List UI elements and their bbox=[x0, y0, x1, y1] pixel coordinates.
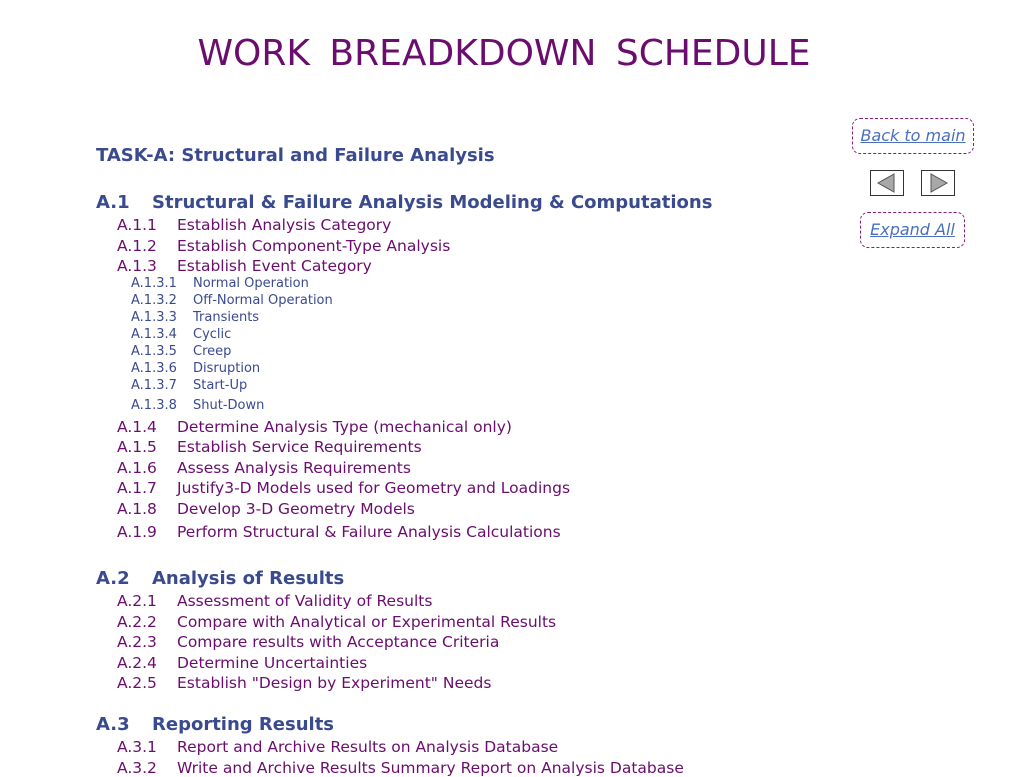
wbs-item-number: A.1.8 bbox=[117, 499, 157, 518]
wbs-subitem[interactable] bbox=[131, 361, 260, 376]
wbs-item-label: Compare results with Acceptance Criteria bbox=[177, 633, 500, 651]
wbs-item-number: A.2.5 bbox=[117, 674, 157, 692]
section-heading[interactable] bbox=[96, 714, 334, 735]
wbs-subitem-label: Shut-Down bbox=[193, 398, 265, 413]
wbs-item[interactable] bbox=[117, 257, 372, 275]
section-heading[interactable] bbox=[96, 568, 344, 589]
wbs-item[interactable] bbox=[117, 438, 422, 456]
wbs-subitem-label: Disruption bbox=[193, 361, 261, 376]
wbs-item-label: Assessment of Validity of Results bbox=[177, 592, 433, 610]
wbs-item-label: Establish Analysis Category bbox=[177, 216, 392, 234]
wbs-item-number: A.3.2 bbox=[117, 758, 157, 777]
wbs-subitem[interactable] bbox=[131, 276, 309, 291]
wbs-subitem-label: Cyclic bbox=[193, 327, 232, 342]
wbs-item-number: A.1.6 bbox=[117, 458, 157, 477]
wbs-subitem-number: A.1.3.2 bbox=[131, 293, 177, 308]
wbs-item[interactable] bbox=[117, 523, 561, 541]
wbs-subitem-number: A.1.3.4 bbox=[131, 327, 177, 342]
wbs-item-number: A.1.3 bbox=[117, 257, 157, 275]
wbs-item[interactable] bbox=[117, 738, 558, 756]
wbs-subitem-number: A.1.3.8 bbox=[131, 398, 177, 413]
wbs-item[interactable] bbox=[117, 479, 570, 497]
wbs-subitem[interactable] bbox=[131, 344, 231, 359]
section-heading-label: Structural & Failure Analysis Modeling & Computations bbox=[152, 192, 713, 213]
wbs-item-label: Report and Archive Results on Analysis Database bbox=[177, 738, 559, 756]
wbs-item[interactable] bbox=[117, 633, 499, 651]
wbs-item-label: Establish Event Category bbox=[177, 257, 372, 275]
wbs-item-number: A.2.2 bbox=[117, 612, 157, 631]
wbs-item-label: Determine Analysis Type (mechanical only) bbox=[177, 417, 512, 436]
wbs-item-label: Develop 3-D Geometry Models bbox=[177, 499, 415, 518]
wbs-item-number: A.2.1 bbox=[117, 592, 157, 610]
wbs-item-number: A.2.4 bbox=[117, 653, 157, 672]
section-heading-number: A.1 bbox=[96, 192, 130, 213]
wbs-item[interactable] bbox=[117, 237, 450, 255]
wbs-subitem[interactable] bbox=[131, 398, 264, 413]
wbs-item-number: A.1.5 bbox=[117, 438, 157, 456]
wbs-item-label: Compare with Analytical or Experimental Results bbox=[177, 612, 557, 631]
wbs-item-label: Perform Structural & Failure Analysis Calculations bbox=[177, 523, 561, 541]
section-heading-label: Reporting Results bbox=[152, 714, 335, 735]
wbs-item-number: A.1.7 bbox=[117, 479, 157, 497]
wbs-subitem[interactable] bbox=[131, 293, 333, 308]
section-heading-number: A.2 bbox=[96, 568, 130, 589]
wbs-item-label: Establish Component-Type Analysis bbox=[177, 236, 451, 255]
page-title: WORK BREADKDOWN SCHEDULE bbox=[197, 33, 811, 74]
wbs-subitem-number: A.1.3.7 bbox=[131, 378, 177, 393]
wbs-subitem[interactable] bbox=[131, 378, 247, 393]
wbs-item-number: A.1.9 bbox=[117, 523, 157, 541]
wbs-subitem-number: A.1.3.3 bbox=[131, 310, 177, 325]
wbs-item-number: A.1.2 bbox=[117, 236, 157, 255]
wbs-item[interactable] bbox=[117, 613, 556, 631]
wbs-item-label: Establish Service Requirements bbox=[177, 438, 422, 456]
section-heading-label: Analysis of Results bbox=[152, 568, 345, 589]
wbs-item-number: A.1.1 bbox=[117, 216, 157, 234]
expand-all-link[interactable]: Expand All bbox=[860, 212, 965, 248]
wbs-subitem-label: Start-Up bbox=[193, 378, 248, 393]
wbs-subitem[interactable] bbox=[131, 310, 259, 325]
wbs-subitem-label: Creep bbox=[193, 344, 232, 359]
back-to-main-link[interactable]: Back to main bbox=[852, 118, 974, 154]
wbs-item-label: Establish "Design by Experiment" Needs bbox=[177, 674, 492, 692]
wbs-subitem[interactable] bbox=[131, 327, 231, 342]
wbs-item-number: A.2.3 bbox=[117, 633, 157, 651]
wbs-item[interactable] bbox=[117, 418, 512, 436]
wbs-item-label: Determine Uncertainties bbox=[177, 653, 368, 672]
wbs-item[interactable] bbox=[117, 500, 415, 518]
wbs-subitem-label: Off-Normal Operation bbox=[193, 293, 333, 308]
wbs-item-number: A.1.4 bbox=[117, 417, 157, 436]
wbs-item[interactable] bbox=[117, 654, 367, 672]
section-heading[interactable] bbox=[96, 192, 712, 213]
wbs-subitem-number: A.1.3.6 bbox=[131, 361, 177, 376]
wbs-item[interactable] bbox=[117, 674, 491, 692]
wbs-subitem-label: Transients bbox=[193, 310, 260, 325]
wbs-subitem-number: A.1.3.5 bbox=[131, 344, 177, 359]
wbs-subitem-label: Normal Operation bbox=[193, 276, 309, 291]
wbs-item-label: Assess Analysis Requirements bbox=[177, 458, 411, 477]
wbs-item-label: Justify3-D Models used for Geometry and Loadings bbox=[177, 479, 571, 497]
wbs-item-label: Write and Archive Results Summary Report on Analysis Database bbox=[177, 758, 684, 777]
wbs-subitem-number: A.1.3.1 bbox=[131, 276, 177, 291]
wbs-item[interactable] bbox=[117, 216, 391, 234]
wbs-item[interactable] bbox=[117, 459, 411, 477]
wbs-item-number: A.3.1 bbox=[117, 738, 157, 756]
section-heading-number: A.3 bbox=[96, 714, 130, 735]
task-heading: TASK-A: Structural and Failure Analysis bbox=[96, 145, 495, 166]
wbs-item[interactable] bbox=[117, 592, 432, 610]
